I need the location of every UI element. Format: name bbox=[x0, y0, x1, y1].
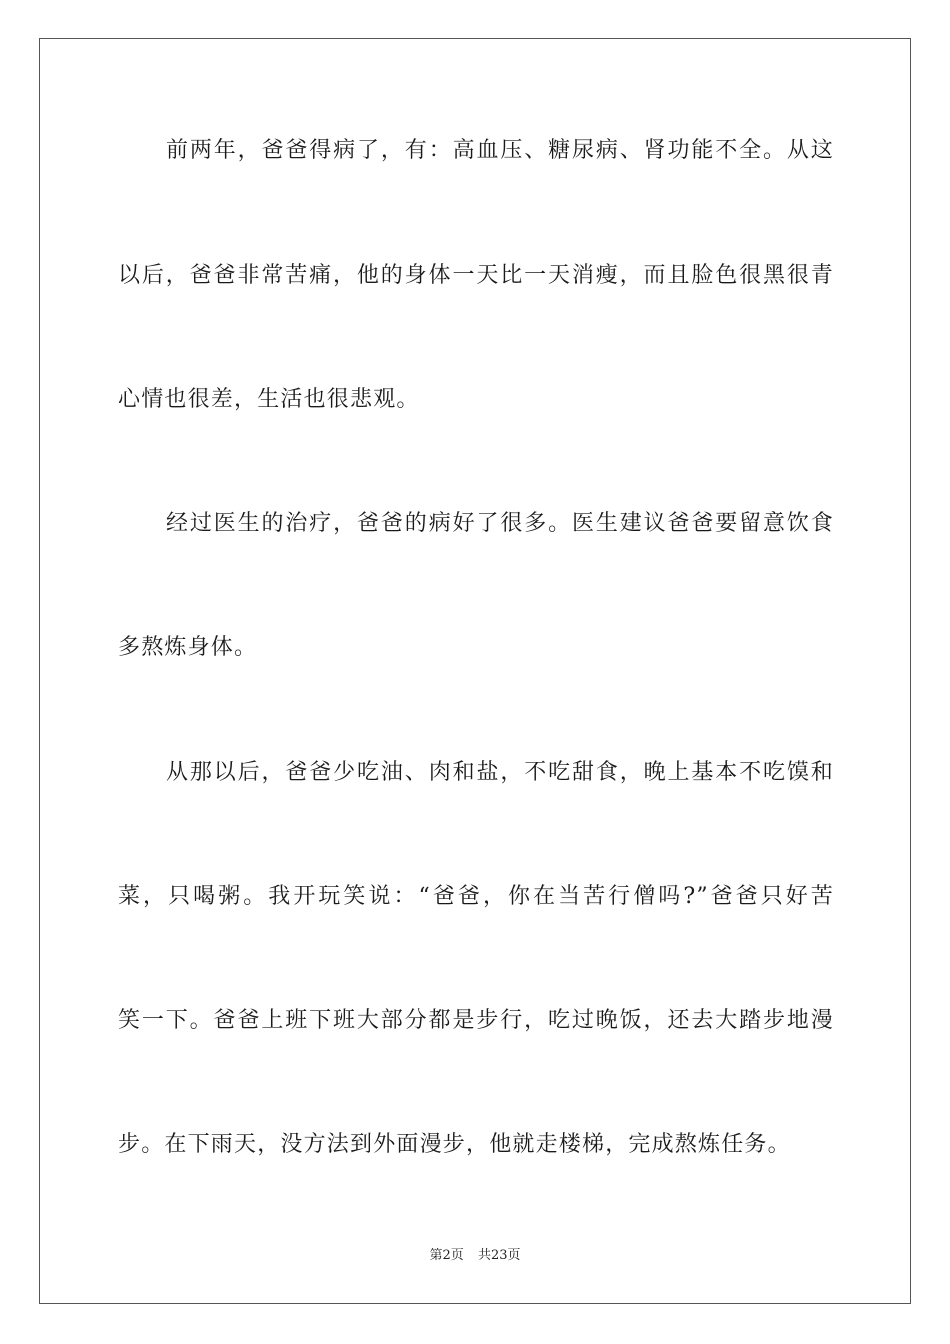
paragraph-3-line-2: 菜，只喝粥。我开玩笑说：“爸爸，你在当苦行僧吗?”爸爸只好苦 bbox=[118, 884, 834, 909]
paragraph-1-line-3: 心情也很差，生活也很悲观。 bbox=[118, 387, 420, 412]
page-total: 共23页 bbox=[477, 1248, 521, 1263]
paragraph-2-line-2: 多熬炼身体。 bbox=[118, 635, 258, 660]
page-number: 第2页 bbox=[429, 1248, 464, 1263]
paragraph-2-line-1: 经过医生的治疗，爸爸的病好了很多。医生建议爸爸要留意饮食 bbox=[166, 511, 834, 536]
page-border bbox=[39, 38, 911, 1304]
paragraph-1-line-2: 以后，爸爸非常苦痛，他的身体一天比一天消瘦，而且脸色很黑很青 bbox=[118, 263, 834, 288]
paragraph-1-line-1: 前两年，爸爸得病了，有：高血压、糖尿病、肾功能不全。从这 bbox=[166, 138, 834, 163]
paragraph-3-line-4: 步。在下雨天，没方法到外面漫步，他就走楼梯，完成熬炼任务。 bbox=[118, 1132, 791, 1157]
page-footer bbox=[0, 1247, 950, 1265]
paragraph-3-line-3: 笑一下。爸爸上班下班大部分都是步行，吃过晚饭，还去大踏步地漫 bbox=[118, 1008, 834, 1033]
paragraph-3-line-1: 从那以后，爸爸少吃油、肉和盐，不吃甜食，晚上基本不吃馍和 bbox=[166, 760, 834, 785]
